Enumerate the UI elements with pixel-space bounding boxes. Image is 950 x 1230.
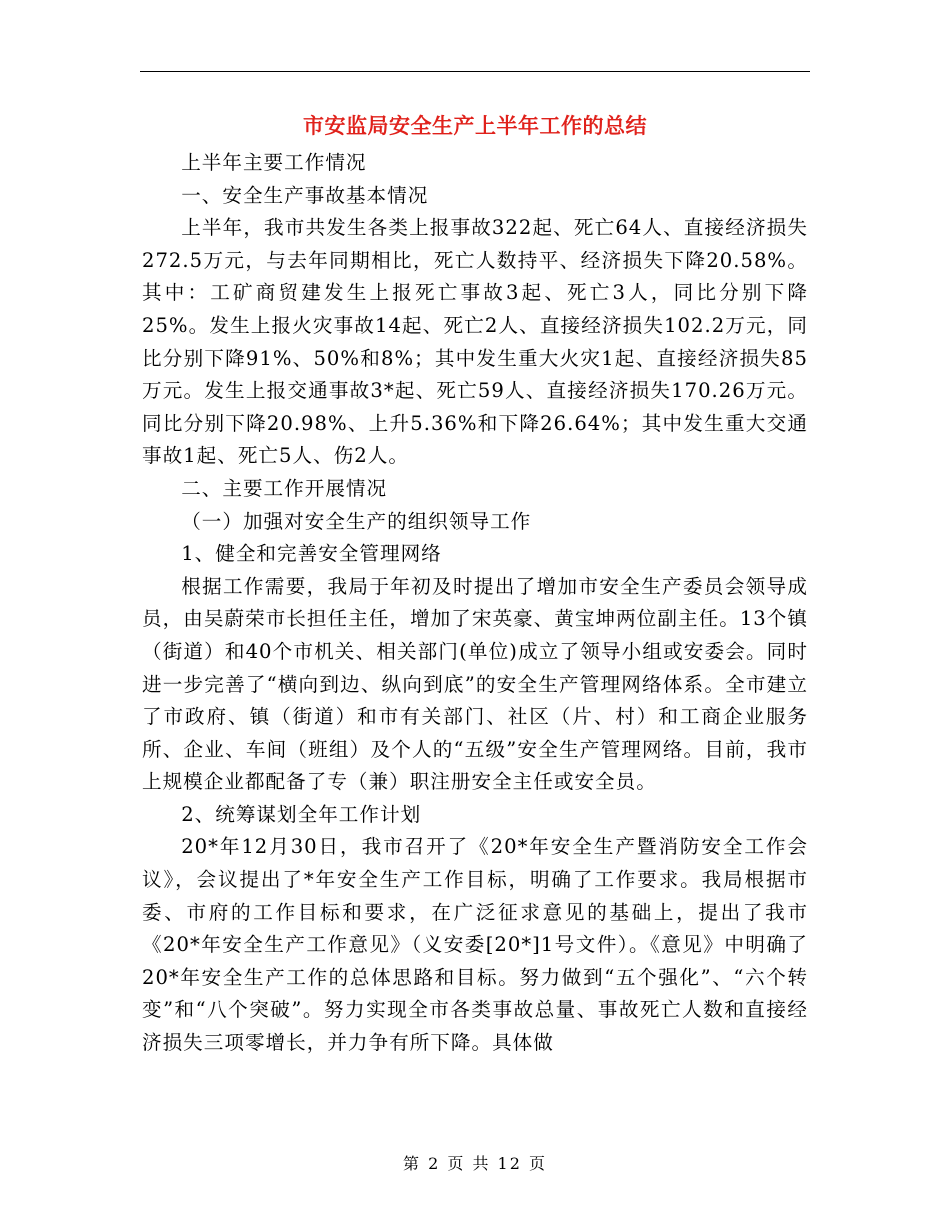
section-heading: 上半年主要工作情况 xyxy=(181,151,367,174)
body-paragraph: 上半年，我市共发生各类上报事故322起、死亡64人、直接经济损失272.5万元，与去年同期相比，死亡人数持平、经济损失下降20.58%。其中：工矿商贸建发生上报死亡事故3起、死亡3人，同比分别下降25%。发生上报火灾事故14起、死亡2人、直接经济损失102.2万元，同比分别下降91%、50%和8%；其中发生重大火灾1起、直接经济损失85万元。发生上报交通事故3*起、死亡59人、直接经济损失170.26万元。同比分别下降20.98%、上升5.36%和下降26.64%；其中发生重大交通事故1起、死亡5人、伤2人。 xyxy=(142,216,808,468)
page-number: 第 2 页 共 12 页 xyxy=(403,1154,547,1173)
body-paragraph: 根据工作需要，我局于年初及时提出了增加市安全生产委员会领导成员，由吴蔚荣市长担任主任，增加了宋英豪、黄宝坤两位副主任。13个镇（街道）和40个市机关、相关部门(单位)成立了领导小组或安委会。同时进一步完善了“横向到边、纵向到底”的安全生产管理网络体系。全市建立了市政府、镇（街道）和市有关部门、社区（片、村）和工商企业服务所、企业、车间（班组）及个人的“五级”安全生产管理网络。目前，我市上规模企业都配备了专（兼）职注册安全主任或安全员。 xyxy=(142,574,808,794)
subsection-heading: （一）加强对安全生产的组织领导工作 xyxy=(181,509,532,533)
section-heading: 一、安全生产事故基本情况 xyxy=(181,183,429,207)
document-title: 市安监局安全生产上半年工作的总结 xyxy=(303,113,647,138)
body-paragraph: 20*年12月30日，我市召开了《20*年安全生产暨消防安全工作会议》，会议提出了*年安全生产工作目标，明确了工作要求。我局根据市委、市府的工作目标和要求，在广泛征求意见的基础上，提出了我市《20*年安全生产工作意见》（义安委[20*]1号文件）。《意见》中明确了20*年安全生产工作的总体思路和目标。努力做到“五个强化”、“六个转变”和“八个突破”。努力实现全市各类事故总量、事故死亡人数和直接经济损失三项零增长，并力争有所下降。具体做 xyxy=(142,835,808,1055)
subsection-heading: 1、健全和完善安全管理网络 xyxy=(181,542,442,566)
document-body xyxy=(142,147,808,1060)
header-rule xyxy=(140,71,810,72)
subsection-heading: 2、统筹谋划全年工作计划 xyxy=(181,802,422,826)
section-heading: 二、主要工作开展情况 xyxy=(181,476,388,500)
